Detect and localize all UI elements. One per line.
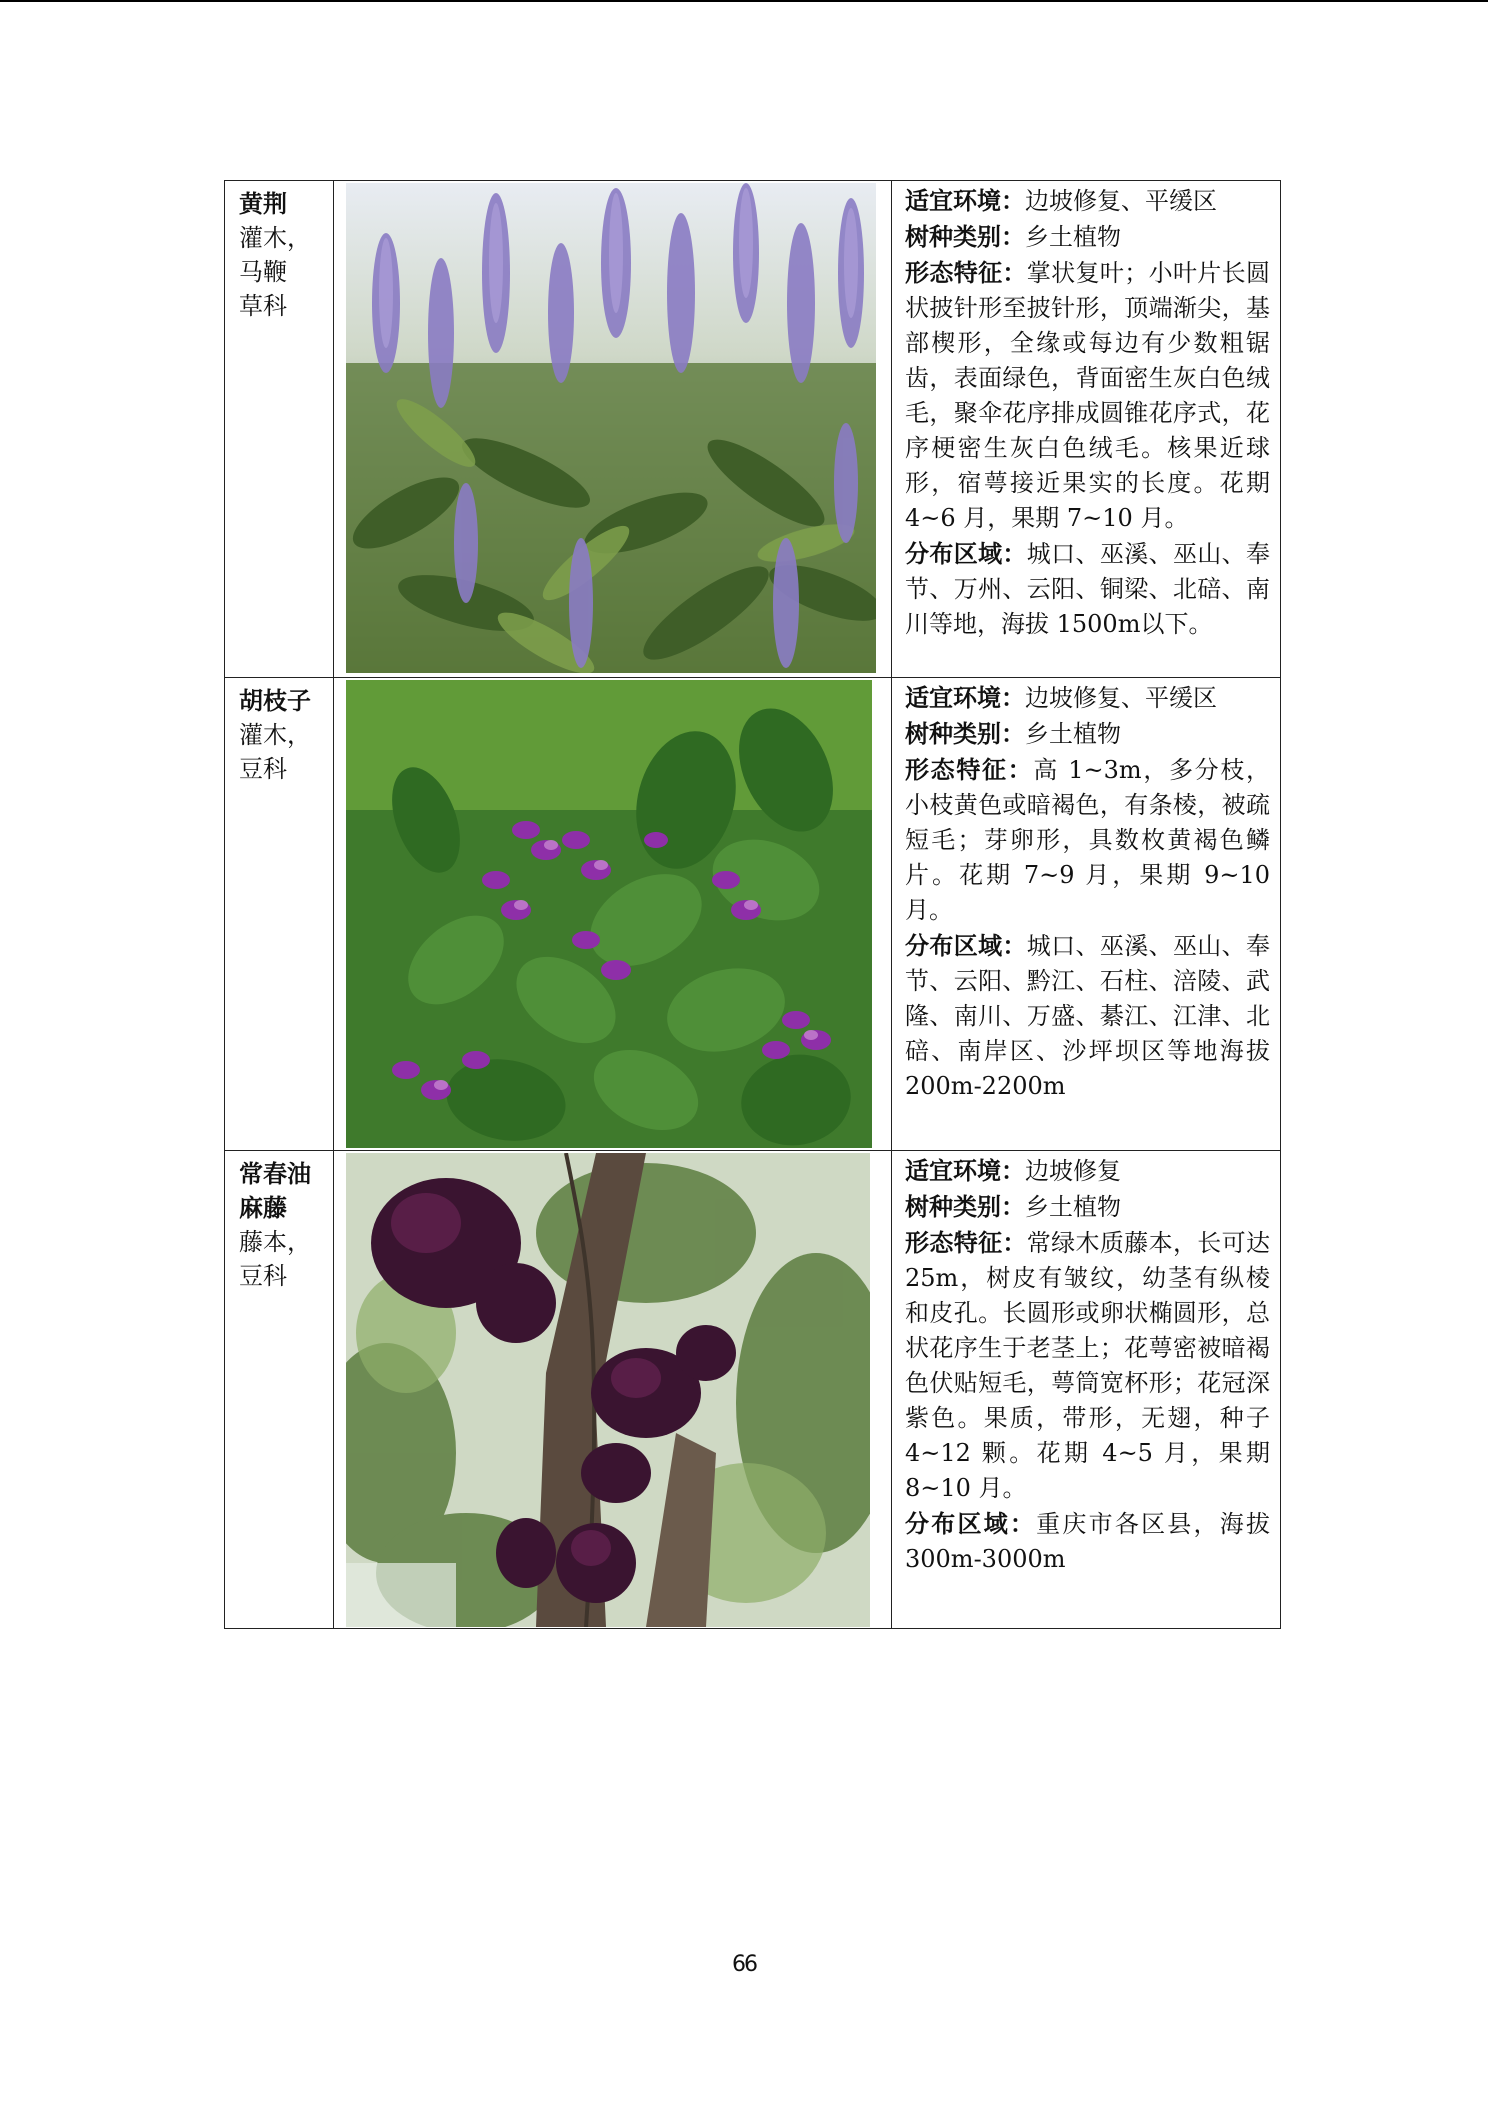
species-photo-cell <box>334 678 892 1151</box>
field-environment: 适宜环境：边坡修复 <box>905 1156 1121 1185</box>
species-type-line: 草科 <box>239 292 287 320</box>
species-photo-cell <box>334 1151 892 1629</box>
field-environment: 适宜环境：边坡修复、平缓区 <box>905 683 1217 712</box>
vitex-flower-photo <box>346 183 876 673</box>
field-environment: 适宜环境：边坡修复、平缓区 <box>905 186 1217 215</box>
field-distribution: 分布区域：城口、巫溪、巫山、奉节、云阳、黔江、石柱、涪陵、武隆、南川、万盛、綦江、江津、北碚、南岸区、沙坪坝区等地海拔 200m-2200m <box>905 931 1271 1100</box>
species-name-cell <box>225 1151 334 1629</box>
species-type-line: 藤本， <box>239 1228 311 1256</box>
mucuna-vine-photo <box>346 1153 870 1627</box>
field-distribution: 分布区域：城口、巫溪、巫山、奉节、万州、云阳、铜梁、北碚、南川等地，海拔 1500m以下。 <box>905 539 1271 638</box>
page-number: 66 <box>732 1952 756 1977</box>
species-type-line: 豆科 <box>239 1262 287 1290</box>
field-category: 树种类别：乡土植物 <box>905 719 1121 748</box>
species-type-line: 豆科 <box>239 755 287 783</box>
species-photo-cell <box>334 181 892 678</box>
field-morphology: 形态特征：高 1~3m，多分枝，小枝黄色或暗褐色，有条棱，被疏短毛；芽卵形，具数枚黄褐色鳞片。花期 7~9 月，果期 9~10 月。 <box>905 755 1271 924</box>
species-type-line: 灌木， <box>239 721 311 749</box>
species-name: 常春油麻藤 <box>239 1159 311 1222</box>
species-name: 黄荆 <box>239 189 287 218</box>
field-category: 树种类别：乡土植物 <box>905 222 1121 251</box>
species-row <box>225 678 1281 1151</box>
field-distribution: 分布区域：重庆市各区县，海拔 300m-3000m <box>905 1509 1271 1573</box>
field-morphology: 形态特征：掌状复叶；小叶片长圆状披针形至披针形，顶端渐尖，基部楔形，全缘或每边有少数粗锯齿，表面绿色，背面密生灰白色绒毛，聚伞花序排成圆锥花序式，花序梗密生灰白色绒毛。核果近球形，宿萼接近果实的长度。花期 4~6 月，果期 7~10 月。 <box>905 258 1271 532</box>
field-category: 树种类别：乡土植物 <box>905 1192 1121 1221</box>
species-name-cell <box>225 181 334 678</box>
species-name-cell <box>225 678 334 1151</box>
lespedeza-flower-photo <box>346 680 872 1148</box>
top-border-line <box>0 0 1488 2</box>
field-morphology: 形态特征：常绿木质藤本，长可达 25m，树皮有皱纹，幼茎有纵棱和皮孔。长圆形或卵状椭圆形，总状花序生于老茎上；花萼密被暗褐色伏贴短毛，萼筒宽杯形；花冠深紫色。果质，带形，无翅，种子 4~12 颗。花期 4~5 月，果期 8~10 月。 <box>905 1228 1271 1502</box>
species-row <box>225 1151 1281 1629</box>
species-type-line: 马鞭 <box>239 258 287 286</box>
species-description-cell <box>892 1151 1281 1629</box>
species-name: 胡枝子 <box>239 686 311 715</box>
species-description-cell <box>892 678 1281 1151</box>
species-description-cell <box>892 181 1281 678</box>
species-type-line: 灌木， <box>239 224 311 252</box>
species-row <box>225 181 1281 678</box>
species-table <box>224 180 1281 1629</box>
